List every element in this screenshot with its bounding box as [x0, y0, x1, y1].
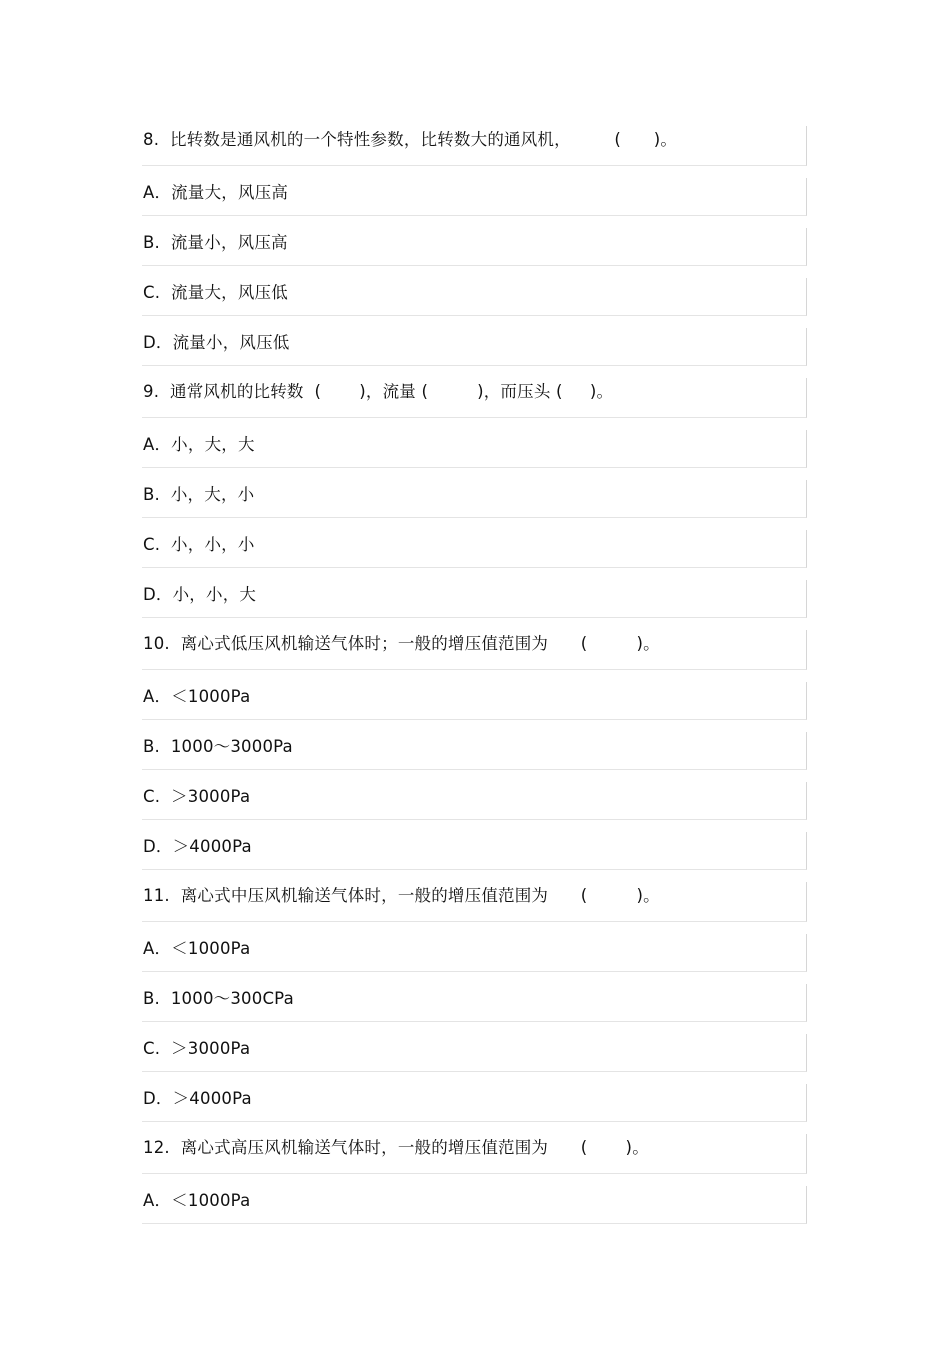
option-text: B. 1000～300CPa [143, 989, 294, 1008]
option-row [142, 934, 807, 972]
option-text: D．＞4000Pa [143, 837, 252, 856]
option-text: B. 小，大，小 [143, 485, 255, 504]
option-row [142, 278, 807, 316]
option-row [142, 832, 807, 870]
question-row [142, 378, 807, 418]
option-text: C. 小，小，小 [143, 535, 255, 554]
option-row [142, 430, 807, 468]
option-row [142, 580, 807, 618]
option-text: B. 1000～3000Pa [143, 737, 293, 756]
option-row [142, 782, 807, 820]
option-text: B. 流量小，风压高 [143, 233, 288, 252]
option-row [142, 530, 807, 568]
question-row [142, 882, 807, 922]
question-text: 12. 离心式高压风机输送气体时，一般的增压值范围为 ( )。 [143, 1138, 649, 1157]
option-text: A．＜1000Pa [143, 939, 251, 958]
question-row [142, 1134, 807, 1174]
question-text: 10. 离心式低压风机输送气体时；一般的增压值范围为 ( )。 [143, 634, 660, 653]
option-text: A．＜1000Pa [143, 687, 251, 706]
option-row [142, 984, 807, 1022]
option-row [142, 328, 807, 366]
option-text: C. ＞3000Pa [143, 787, 251, 806]
option-row [142, 682, 807, 720]
option-text: C. 流量大，风压低 [143, 283, 288, 302]
question-text: 9. 通常风机的比转数 ( )，流量 ( )，而压头 ( )。 [143, 382, 614, 401]
option-text: D．小，小，大 [143, 585, 257, 604]
option-text: A．＜1000Pa [143, 1191, 251, 1210]
option-row [142, 1034, 807, 1072]
option-row [142, 480, 807, 518]
option-text: A．流量大，风压高 [143, 183, 289, 202]
option-row [142, 178, 807, 216]
option-row [142, 1186, 807, 1224]
option-row [142, 732, 807, 770]
question-text: 11. 离心式中压风机输送气体时，一般的增压值范围为 ( )。 [143, 886, 660, 905]
option-text: C. ＞3000Pa [143, 1039, 251, 1058]
question-row [142, 126, 807, 166]
question-sheet [142, 126, 807, 1236]
question-text: 8. 比转数是通风机的一个特性参数，比转数大的通风机， ( )。 [143, 130, 678, 149]
option-text: A．小，大，大 [143, 435, 255, 454]
option-text: D．流量小，风压低 [143, 333, 290, 352]
question-row [142, 630, 807, 670]
option-row [142, 1084, 807, 1122]
option-row [142, 228, 807, 266]
option-text: D．＞4000Pa [143, 1089, 252, 1108]
